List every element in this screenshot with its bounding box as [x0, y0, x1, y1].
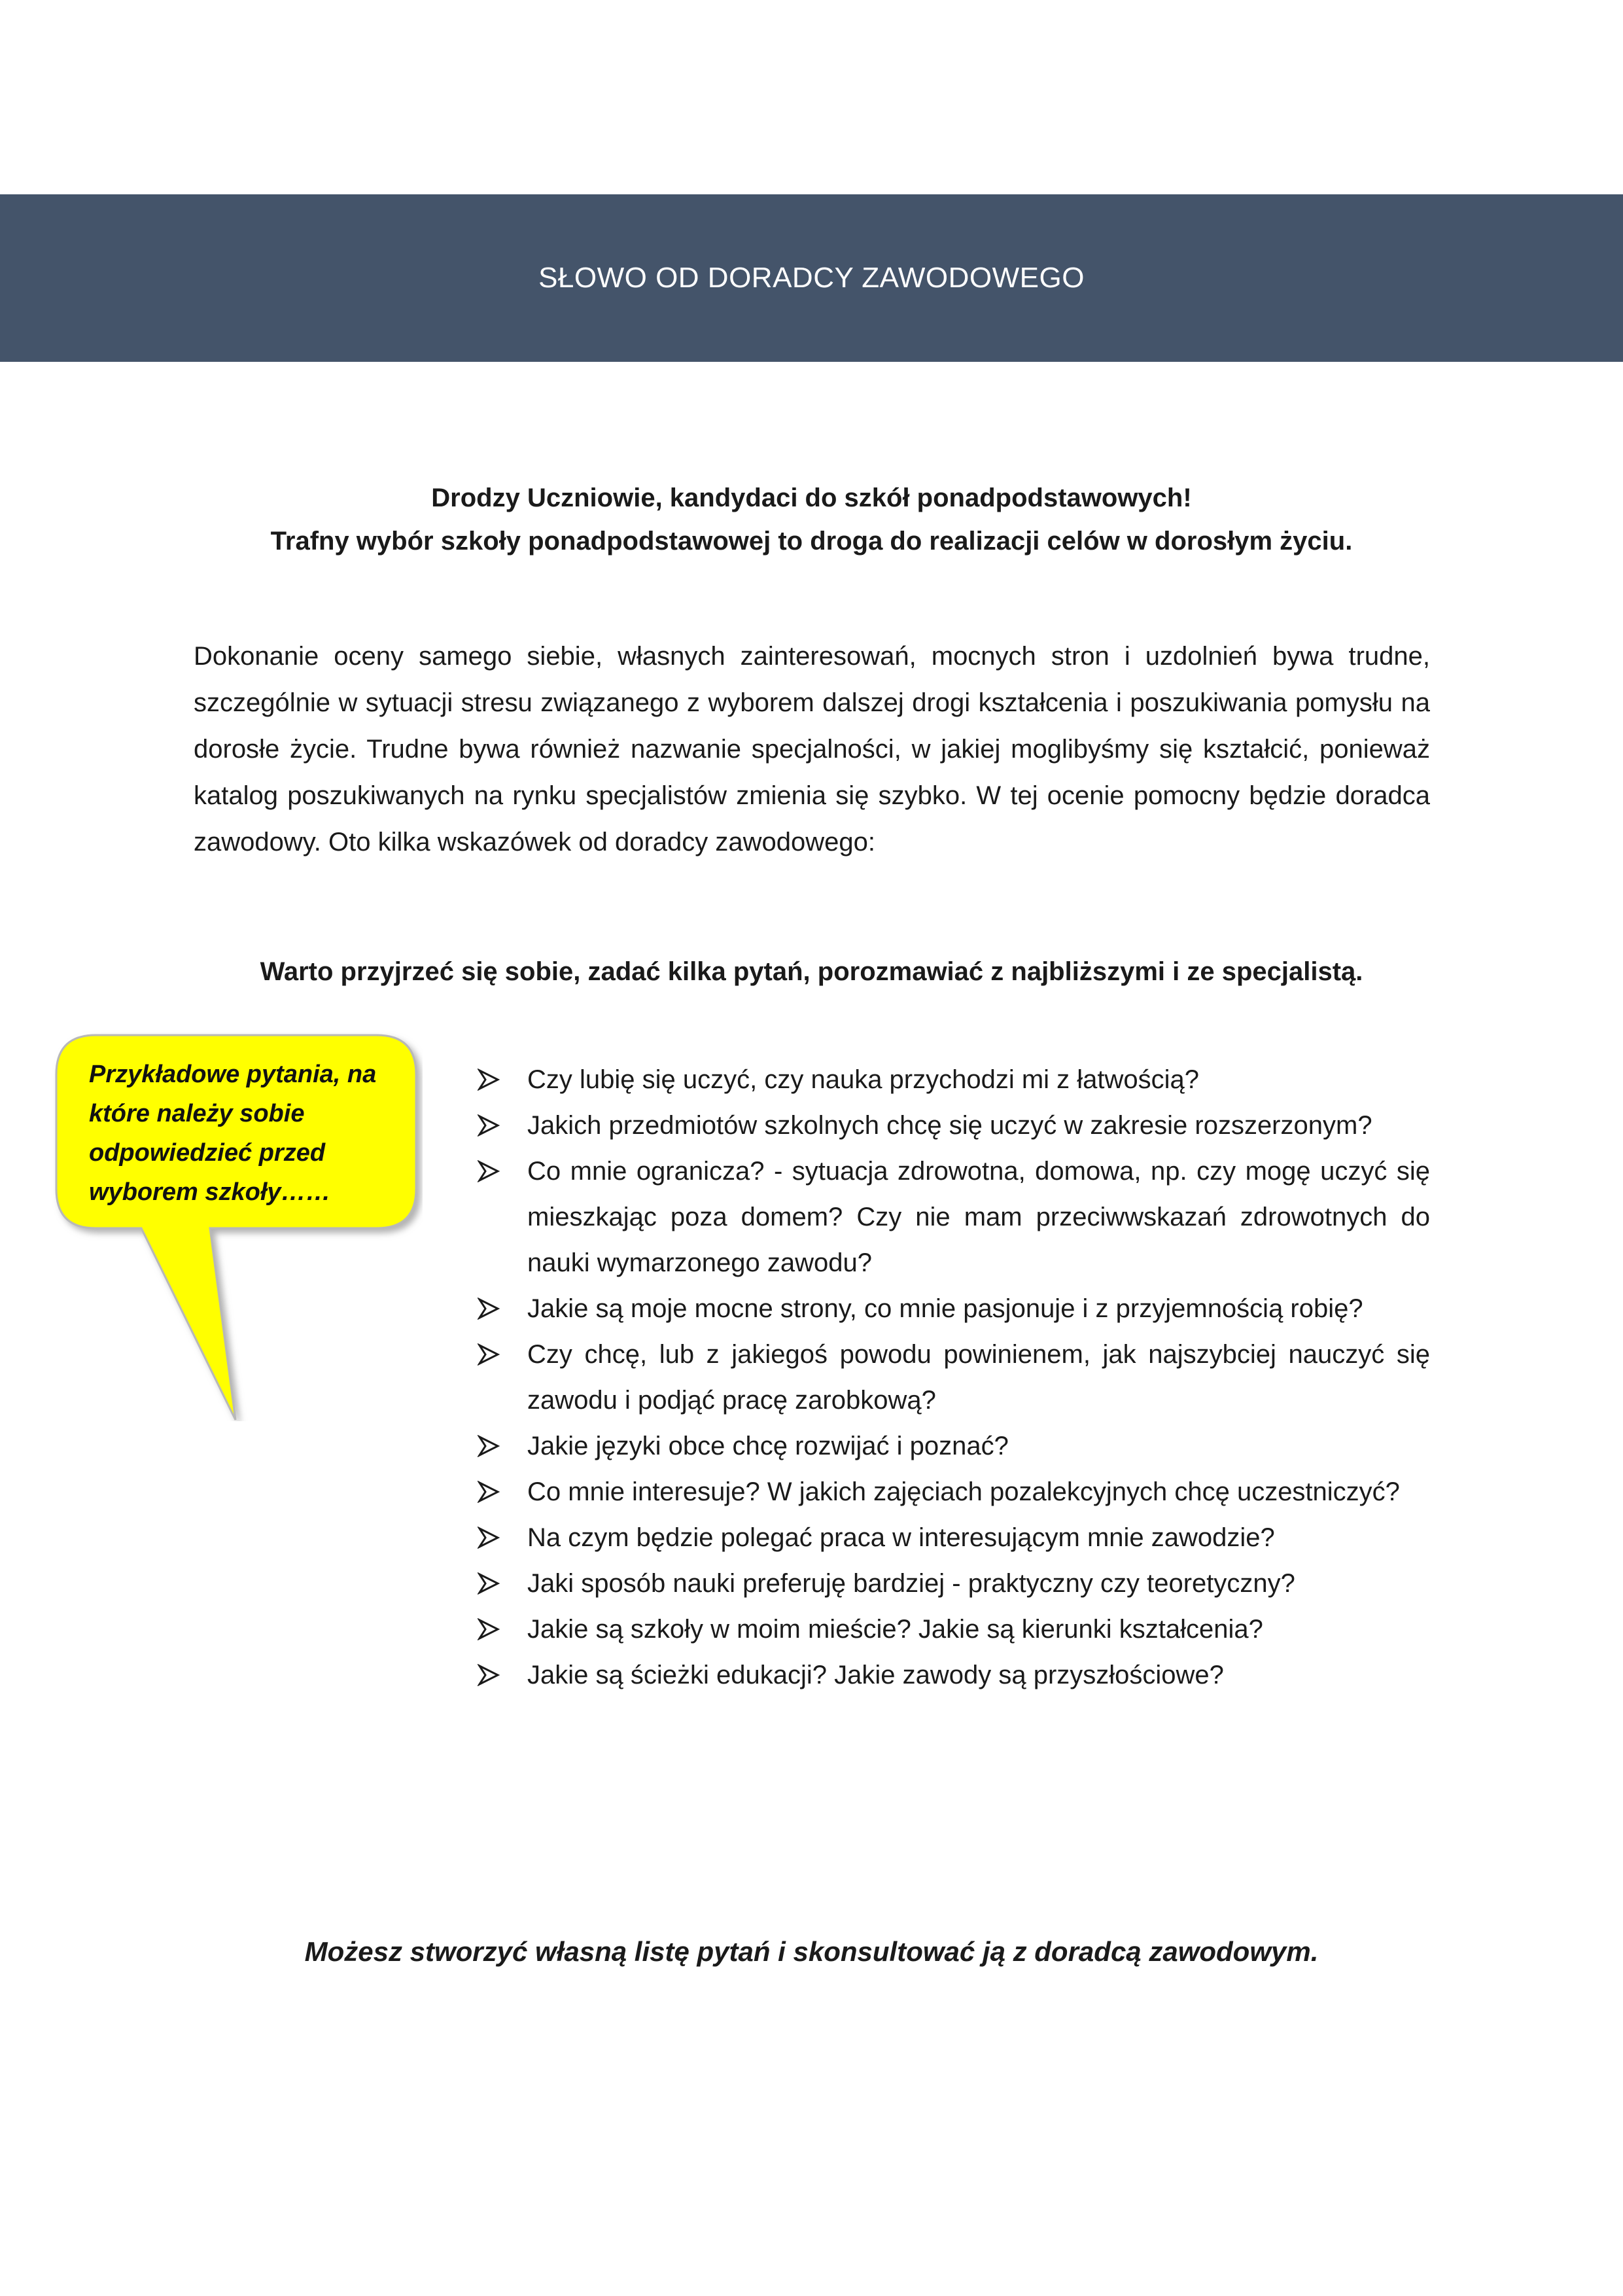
question-item: [478, 1057, 1430, 1103]
arrowhead-bullet-icon: [478, 1652, 504, 1698]
question-item: [478, 1423, 1430, 1469]
question-item: [478, 1103, 1430, 1148]
arrowhead-bullet-icon: [478, 1286, 504, 1332]
arrowhead-bullet-icon: [478, 1423, 504, 1469]
closing-note: Możesz stworzyć własną listę pytań i skonsultować ją z doradcą zawodowym.: [304, 1936, 1319, 1967]
question-item: [478, 1469, 1430, 1515]
question-text: Czy lubię się uczyć, czy nauka przychodzi mi z łatwością?: [527, 1065, 1200, 1094]
arrowhead-bullet-icon: [478, 1103, 504, 1148]
greeting-line-2: Trafny wybór szkoły ponadpodstawowej to droga do realizacji celów w dorosłym życiu.: [270, 527, 1353, 556]
arrowhead-bullet-icon: [478, 1606, 504, 1652]
questions-list: [478, 1057, 1430, 1698]
question-item: [478, 1515, 1430, 1561]
arrowhead-bullet-icon: [478, 1469, 504, 1515]
question-text: Jakie języki obce chcę rozwijać i poznać?: [527, 1432, 1009, 1460]
question-item: [478, 1332, 1430, 1423]
page-title: SŁOWO OD DORADCY ZAWODOWEGO: [538, 262, 1085, 294]
question-item: [478, 1286, 1430, 1332]
arrowhead-bullet-icon: [478, 1057, 504, 1103]
arrowhead-bullet-icon: [478, 1561, 504, 1606]
question-text: Co mnie ogranicza? - sytuacja zdrowotna, domowa, np. czy mogę uczyć się mieszkając poza domem? Czy nie mam przeciwwskazań zdrowotnych do nauki wymarzonego zawodu?: [527, 1157, 1430, 1277]
question-text: Co mnie interesuje? W jakich zajęciach pozalekcyjnych chcę uczestniczyć?: [527, 1477, 1400, 1506]
question-item: [478, 1148, 1430, 1286]
tagline: Warto przyjrzeć się sobie, zadać kilka pytań, porozmawiać z najbliższymi i ze specjalistą.: [260, 957, 1363, 986]
question-text: Jakie są ścieżki edukacji? Jakie zawody są przyszłościowe?: [527, 1661, 1224, 1689]
question-text: Jaki sposób nauki preferuję bardziej - praktyczny czy teoretyczny?: [527, 1569, 1295, 1598]
question-text: Na czym będzie polegać praca w interesującym mnie zawodzie?: [527, 1523, 1275, 1552]
arrowhead-bullet-icon: [478, 1515, 504, 1561]
arrowhead-bullet-icon: [478, 1332, 504, 1377]
question-item: [478, 1652, 1430, 1698]
question-item: [478, 1606, 1430, 1652]
question-text: Czy chcę, lub z jakiegoś powodu powinienem, jak najszybciej nauczyć się zawodu i podjąć pracę zarobkową?: [527, 1340, 1430, 1415]
speech-bubble-text: Przykładowe pytania, na które należy sobie odpowiedzieć przed wyborem szkoły……: [89, 1061, 377, 1206]
arrowhead-bullet-icon: [478, 1148, 504, 1194]
header-band: [0, 194, 1623, 362]
greeting: [98, 476, 1525, 563]
question-text: Jakie są moje mocne strony, co mnie pasjonuje i z przyjemnością robię?: [527, 1294, 1363, 1323]
question-text: Jakich przedmiotów szkolnych chcę się uczyć w zakresie rozszerzonym?: [527, 1111, 1372, 1140]
question-item: [478, 1561, 1430, 1606]
intro-paragraph: Dokonanie oceny samego siebie, własnych zainteresowań, mocnych stron i uzdolnień bywa trudne, szczególnie w sytuacji stresu związanego z wyborem dalszej drogi kształcenia i poszukiwania pomysłu na dorosłe życie. Trudne bywa również nazwanie specjalności, w jakiej moglibyśmy się kształcić, ponieważ katalog poszukiwanych na rynku specjalistów zmienia się szybko. W tej ocenie pomocny będzie doradca zawodowy. Oto kilka wskazówek od doradcy zawodowego:: [194, 642, 1430, 857]
greeting-line-1: Drodzy Uczniowie, kandydaci do szkół ponadpodstawowych!: [431, 484, 1192, 512]
question-text: Jakie są szkoły w moim mieście? Jakie są kierunki kształcenia?: [527, 1615, 1263, 1644]
